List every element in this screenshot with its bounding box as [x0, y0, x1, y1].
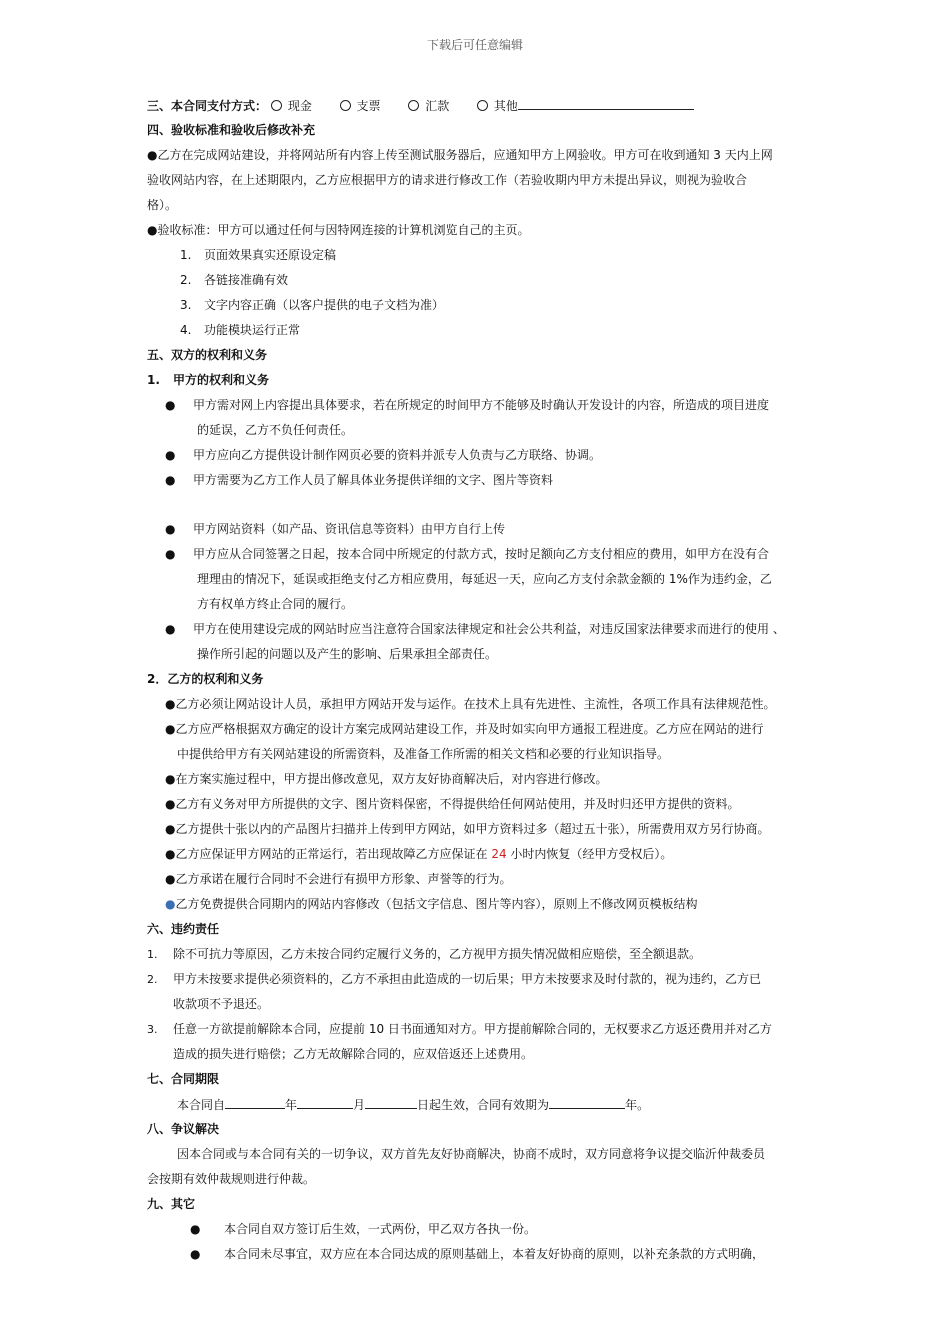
bullet-icon: ●	[147, 223, 158, 237]
other-item: ● 本合同自双方签订后生效，一式两份，甲乙双方各执一份。	[190, 1222, 537, 1236]
s4-paragraph-1-line2: 验收网站内容，在上述期限内，乙方应根据甲方的请求进行修改工作（若验收期内甲方未提出异议，则视为验收合	[147, 173, 748, 187]
bullet-icon: ●	[190, 1222, 201, 1236]
party-a-item-cont: 的延误，乙方不负任何责任。	[197, 423, 354, 437]
option-transfer-label: 汇款	[425, 99, 450, 113]
bullet-icon: ●	[190, 1247, 201, 1261]
other-fill-blank[interactable]	[518, 97, 694, 110]
acceptance-item: 1. 页面效果真实还原设定稿	[180, 248, 337, 262]
bullet-icon: ●	[165, 847, 176, 861]
s4-paragraph-2: ●验收标准：甲方可以通过任何与因特网连接的计算机浏览自己的主页。	[147, 223, 530, 237]
radio-other[interactable]	[477, 100, 488, 111]
start-day-blank[interactable]	[365, 1096, 417, 1109]
liability-item: 1. 除不可抗力等原因，乙方未按合同约定履行义务的，乙方视甲方损失情况做相应赔偿，至全额退款。	[147, 947, 702, 961]
party-b-item: ●乙方应保证甲方网站的正常运行，若出现故障乙方应保证在 24 小时内恢复（经甲方受权后）。	[165, 847, 673, 861]
party-a-item: ● 甲方应从合同签署之日起，按本合同中所规定的付款方式，按时足额向乙方支付相应的费用，如甲方在没有合	[165, 547, 770, 561]
bullet-icon: ●	[165, 448, 176, 462]
radio-check[interactable]	[340, 100, 351, 111]
party-a-item-cont: 理理由的情况下，延误或拒绝支付乙方相应费用，每延迟一天，应向乙方支付余款金额的 1%作为违约金，乙	[197, 572, 772, 586]
radio-transfer[interactable]	[408, 100, 419, 111]
bullet-icon: ●	[165, 897, 176, 911]
party-a-item: ● 甲方需要为乙方工作人员了解具体业务提供详细的文字、图片等资料	[165, 473, 554, 487]
party-b-item: ●乙方必须让网站设计人员，承担甲方网站开发与运作。在技术上具有先进性、主流性，各项工作具有法律规范性。	[165, 697, 776, 711]
liability-item: 2. 甲方未按要求提供必须资料的，乙方不承担由此造成的一切后果；甲方未按要求及时付款的，视为违约，乙方已	[147, 972, 762, 986]
bullet-icon: ●	[165, 622, 176, 636]
dispute-paragraph-line1: 因本合同或与本合同有关的一切争议，双方首先友好协商解决，协商不成时，双方同意将争议提交临沂仲裁委员	[177, 1147, 766, 1161]
dispute-paragraph-line2: 会按期有效仲裁规则进行仲裁。	[147, 1172, 316, 1186]
section-3-title: 三、本合同支付方式：	[147, 99, 268, 113]
party-b-item: ●乙方承诺在履行合同时不会进行有损甲方形象、声誉等的行为。	[165, 872, 512, 886]
section-7-title: 七、合同期限	[147, 1072, 220, 1086]
bullet-icon: ●	[165, 697, 176, 711]
acceptance-item: 2. 各链接准确有效	[180, 273, 289, 287]
party-a-item: ● 甲方在使用建设完成的网站时应当注意符合国家法律规定和社会公共利益，对违反国家法律要求而进行的使用 、	[165, 622, 785, 636]
page-header: 下载后可任意编辑	[426, 38, 523, 52]
bullet-icon: ●	[165, 473, 176, 487]
party-a-item: ● 甲方需对网上内容提出具体要求，若在所规定的时间甲方不能够及时确认开发设计的内容，所造成的项目进度	[165, 398, 770, 412]
acceptance-item: 3. 文字内容正确（以客户提供的电子文档为准）	[180, 298, 445, 312]
party-a-item: ● 甲方网站资料（如产品、资讯信息等资料）由甲方自行上传	[165, 522, 506, 536]
payment-method-row	[147, 97, 694, 115]
bullet-icon: ●	[165, 722, 176, 736]
bullet-icon: ●	[165, 547, 176, 561]
acceptance-item: 4. 功能模块运行正常	[180, 323, 301, 337]
party-b-item: ●乙方提供十张以内的产品图片扫描并上传到甲方网站，如甲方资料过多（超过五十张），所需费用双方另行协商。	[165, 822, 770, 836]
bullet-icon: ●	[165, 522, 176, 536]
option-other-label: 其他	[493, 99, 518, 113]
bullet-icon: ●	[147, 148, 158, 162]
bullet-icon: ●	[165, 398, 176, 412]
party-b-item: ●乙方免费提供合同期内的网站内容修改（包括文字信息、图片等内容），原则上不修改网页模板结构	[165, 897, 698, 911]
party-a-item-cont: 方有权单方终止合同的履行。	[197, 597, 354, 611]
party-b-item: ●乙方有义务对甲方所提供的文字、图片资料保密，不得提供给任何网站使用，并及时归还甲方提供的资料。	[165, 797, 740, 811]
s4-paragraph-1-line3: 格）。	[147, 198, 178, 212]
party-b-item: ●乙方应严格根据双方确定的设计方案完成网站建设工作，并及时如实向甲方通报工程进度。乙方应在网站的进行	[165, 722, 764, 736]
recovery-hours: 24	[491, 847, 507, 861]
start-year-blank[interactable]	[225, 1096, 285, 1109]
radio-cash[interactable]	[271, 100, 282, 111]
party-a-item: ● 甲方应向乙方提供设计制作网页必要的资料并派专人负责与乙方联络、协调。	[165, 448, 602, 462]
s4-paragraph-1-line1: ●乙方在完成网站建设，并将网站所有内容上传至测试服务器后，应通知甲方上网验收。甲方可在收到通知 3 天内上网	[147, 148, 773, 162]
start-month-blank[interactable]	[297, 1096, 353, 1109]
option-cash-label: 现金	[287, 99, 312, 113]
liability-item-cont: 收款项不予退还。	[173, 997, 270, 1011]
liability-item-cont: 造成的损失进行赔偿；乙方无故解除合同的，应双倍返还上述费用。	[173, 1047, 534, 1061]
bullet-icon: ●	[165, 797, 176, 811]
liability-item: 3. 任意一方欲提前解除本合同，应提前 10 日书面通知对方。甲方提前解除合同的，无权要求乙方返还费用并对乙方	[147, 1022, 772, 1036]
section-5-title: 五、双方的权利和义务	[147, 348, 268, 362]
option-check-label: 支票	[356, 99, 381, 113]
contract-term-row: 本合同自 年 月 日起生效，合同有效期为 年。	[177, 1098, 650, 1112]
party-a-item-cont: 操作所引起的问题以及产生的影响、后果承担全部责任。	[197, 647, 498, 661]
party-b-item: ●在方案实施过程中，甲方提出修改意见，双方友好协商解决后，对内容进行修改。	[165, 772, 608, 786]
section-6-title: 六、违约责任	[147, 922, 220, 936]
bullet-icon: ●	[165, 872, 176, 886]
party-b-item-cont: 中提供给甲方有关网站建设的所需资料，及准备工作所需的相关文档和必要的行业知识指导。	[177, 747, 670, 761]
bullet-icon: ●	[165, 822, 176, 836]
term-years-blank[interactable]	[549, 1096, 625, 1109]
party-a-subtitle: 1. 甲方的权利和义务	[147, 373, 270, 387]
bullet-icon: ●	[165, 772, 176, 786]
section-4-title: 四、验收标准和验收后修改补充	[147, 123, 316, 137]
section-9-title: 九、其它	[147, 1197, 196, 1211]
other-item: ● 本合同未尽事宜，双方应在本合同达成的原则基础上，本着友好协商的原则，以补充条款的方式明确，	[190, 1247, 765, 1261]
section-8-title: 八、争议解决	[147, 1122, 220, 1136]
party-b-subtitle: 2．乙方的权利和义务	[147, 672, 264, 686]
